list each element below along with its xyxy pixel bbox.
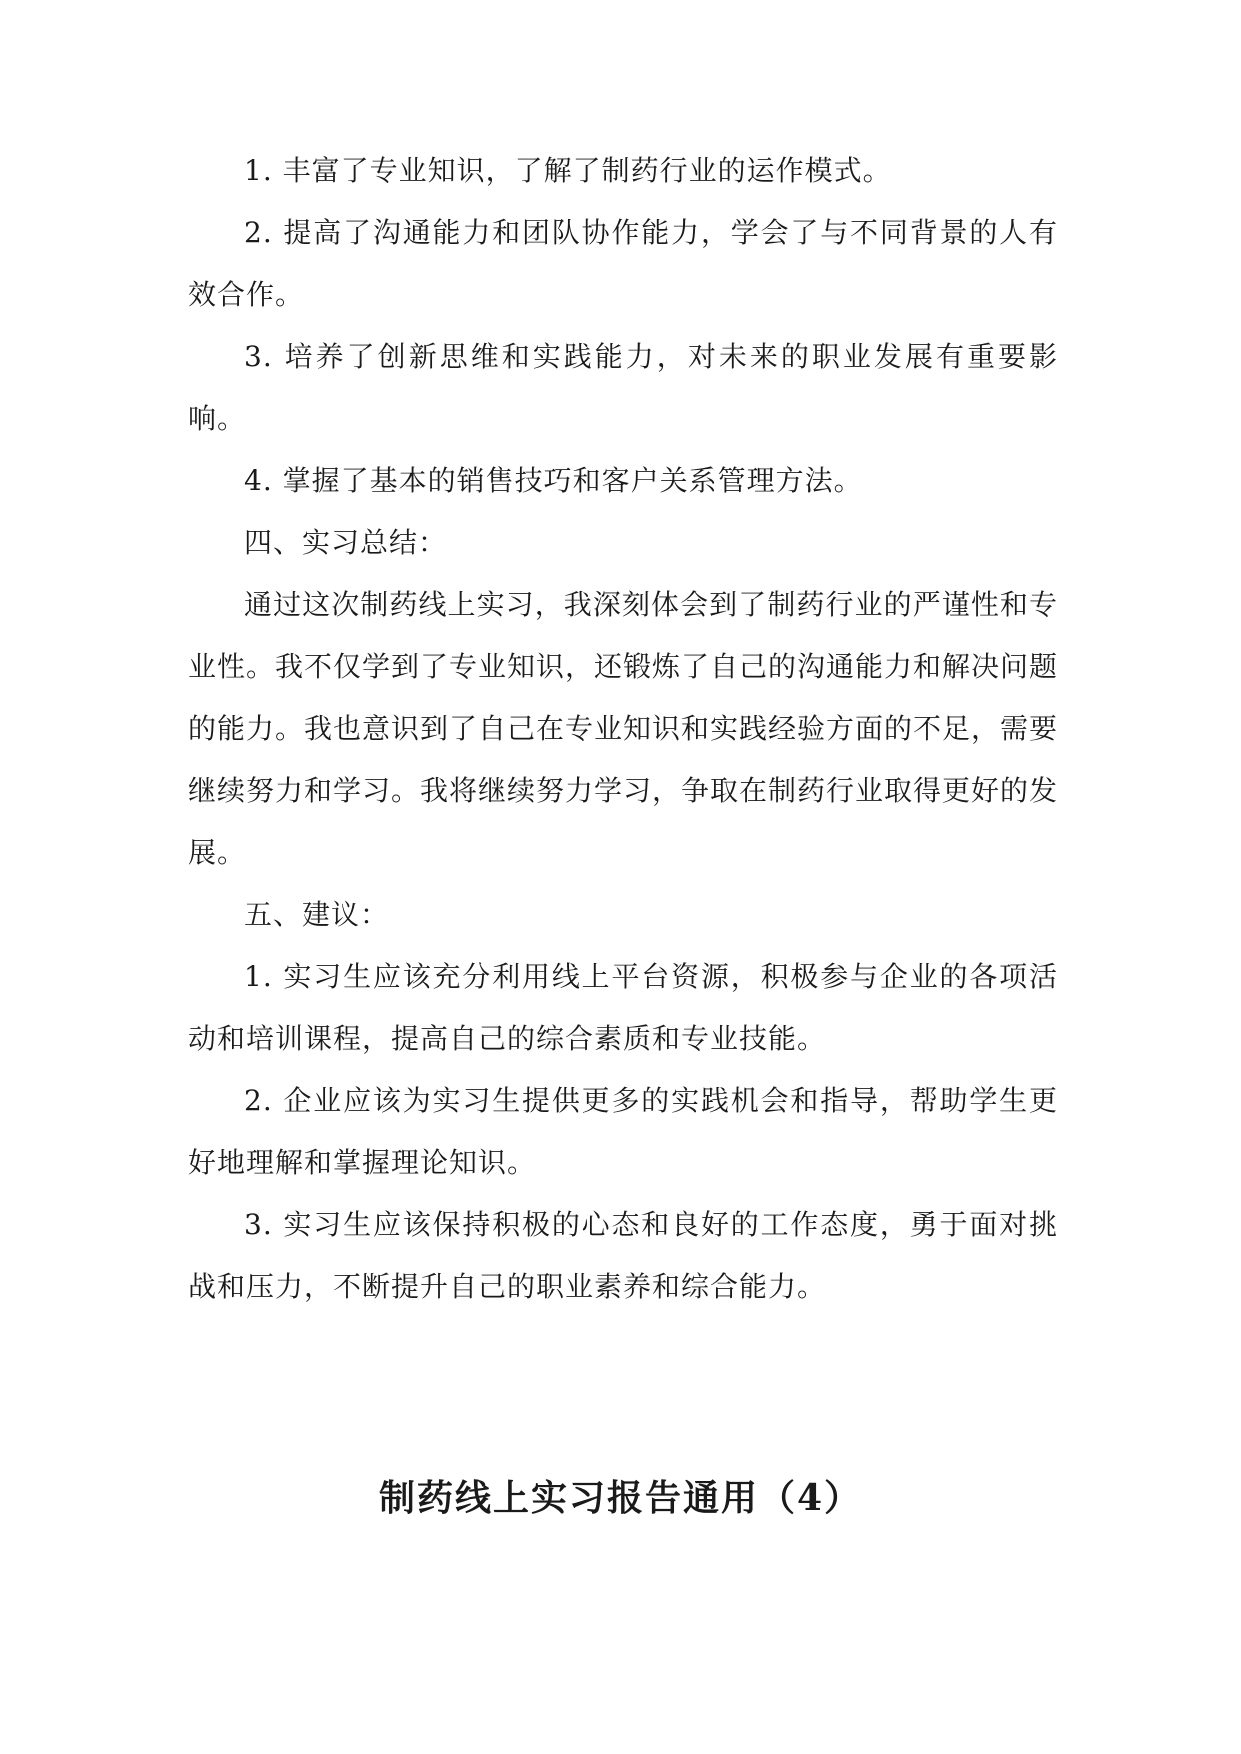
achievement-item-1: 1. 丰富了专业知识，了解了制药行业的运作模式。 bbox=[244, 154, 892, 187]
summary-paragraph: 通过这次制药线上实习，我深刻体会到了制药行业的严谨性和专业性。我不仅学到了专业知识，还锻炼了自己的沟通能力和解决问题的能力。我也意识到了自己在专业知识和实践经验方面的不足，需要继续努力和学习。我将继续努力学习，争取在制药行业取得更好的发展。 bbox=[188, 588, 1059, 869]
heading-suggestions: 五、建议： bbox=[244, 898, 390, 931]
suggestion-item-1: 1. 实习生应该充分利用线上平台资源，积极参与企业的各项活动和培训课程，提高自己的综合素质和专业技能。 bbox=[188, 960, 1058, 1055]
achievement-item-2: 2. 提高了沟通能力和团队协作能力，学会了与不同背景的人有效合作。 bbox=[188, 216, 1058, 311]
suggestion-item-3: 3. 实习生应该保持积极的心态和良好的工作态度，勇于面对挑战和压力，不断提升自己的职业素养和综合能力。 bbox=[188, 1208, 1058, 1303]
document-body bbox=[188, 140, 1058, 1318]
section-title: 制药线上实习报告通用（4） bbox=[378, 1477, 863, 1519]
achievement-item-4: 4. 掌握了基本的销售技巧和客户关系管理方法。 bbox=[244, 464, 863, 497]
suggestion-item-2: 2. 企业应该为实习生提供更多的实践机会和指导，帮助学生更好地理解和掌握理论知识。 bbox=[188, 1084, 1058, 1179]
heading-summary: 四、实习总结： bbox=[244, 526, 448, 559]
achievement-item-3: 3. 培养了创新思维和实践能力，对未来的职业发展有重要影响。 bbox=[188, 340, 1058, 435]
